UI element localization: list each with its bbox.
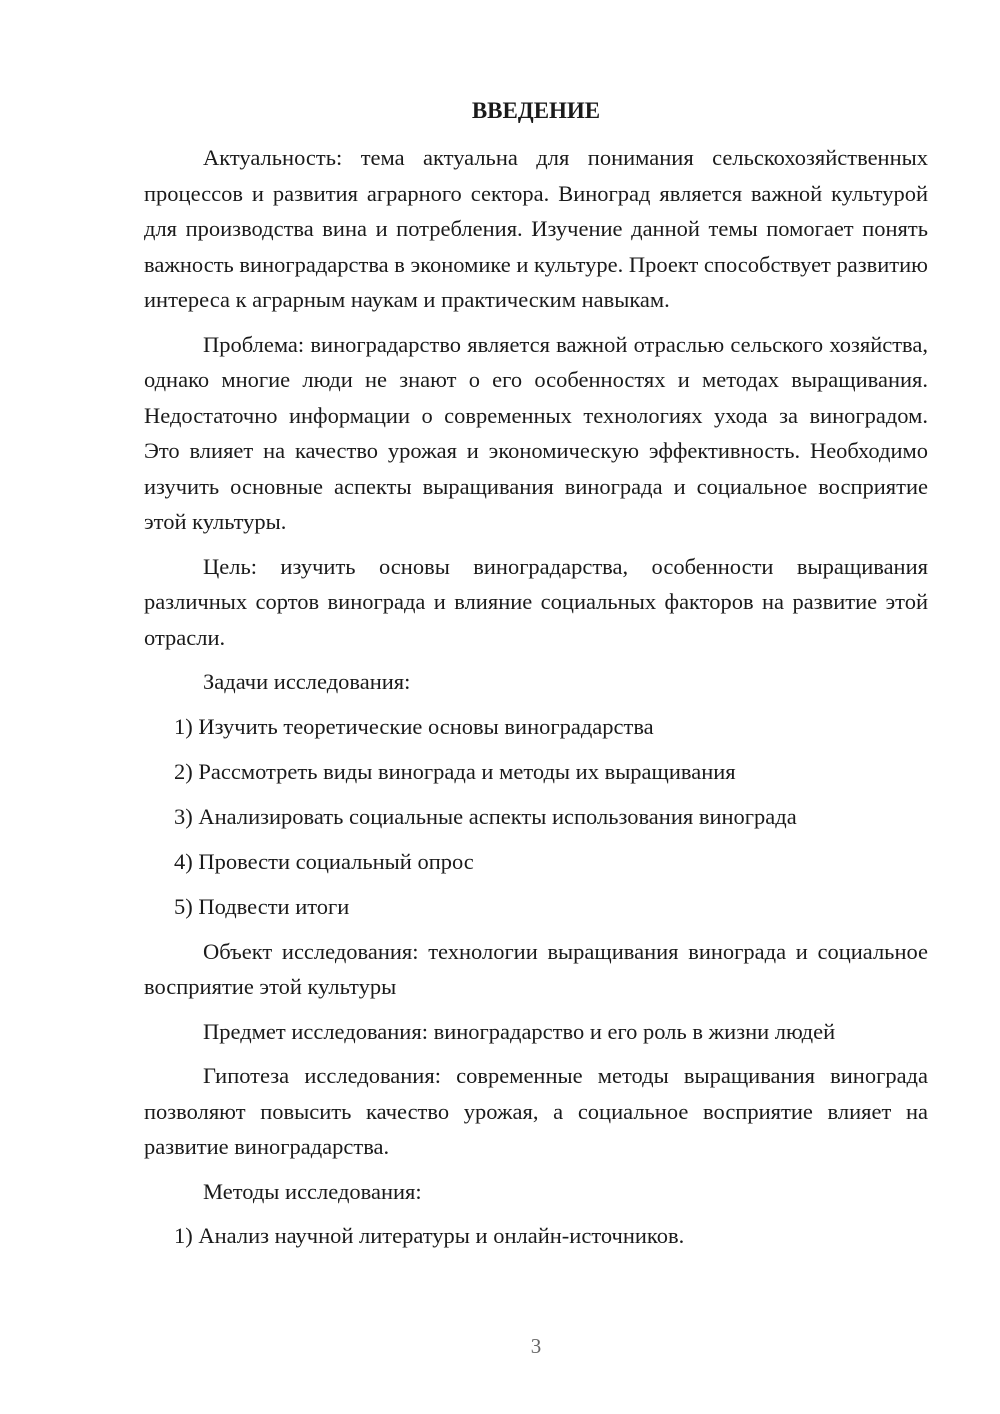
list-item: 5) Подвести итоги: [174, 893, 350, 919]
tasks-title: Задачи исследования:: [203, 669, 411, 694]
methods-list: [144, 1218, 928, 1254]
methods-title: Методы исследования:: [203, 1178, 422, 1204]
problem-paragraph: Проблема: виноградарство является важной отраслью сельского хозяйства, однако многие люди не знают о его особенностях и методах выращивания. Недостаточно информации о современных технологиях ухода за виноградом. Это влияет на качество урожая и экономическую эффективность. Необходимо изучить основные аспекты выращивания винограда и социальное восприятие этой культуры.: [144, 331, 928, 534]
list-item: 1) Анализ научной литературы и онлайн-источников.: [174, 1223, 685, 1248]
list-item: 1) Изучить теоретические основы виноградарства: [174, 713, 654, 739]
list-item: 4) Провести социальный опрос: [174, 848, 474, 874]
document-body: [144, 140, 928, 1263]
tasks-list: [144, 709, 928, 925]
subject-paragraph: Предмет исследования: виноградарство и его роль в жизни людей: [203, 1018, 836, 1044]
hypothesis-paragraph: Гипотеза исследования: современные методы выращивания винограда позволяют повысить качество урожая, а социальное восприятие влияет на развитие виноградарства.: [144, 1063, 928, 1159]
object-paragraph: Объект исследования: технологии выращивания винограда и социальное восприятие этой культуры: [144, 938, 928, 999]
section-heading: ВВЕДЕНИЕ: [471, 98, 601, 123]
relevance-paragraph: Актуальность: тема актуальна для понимания сельскохозяйственных процессов и развития аграрного сектора. Виноград является важной культурой для производства вина и потребления. Изучение данной темы помогает понять важность виноградарства в экономике и культуре. Проект способствует развитию интереса к аграрным наукам и практическим навыкам.: [144, 145, 928, 312]
goal-paragraph: Цель: изучить основы виноградарства, особенности выращивания различных сортов винограда и влияние социальных факторов на развитие этой отрасли.: [144, 553, 928, 650]
list-item: 2) Рассмотреть виды винограда и методы их выращивания: [174, 758, 736, 784]
page-number: 3: [530, 1334, 542, 1358]
list-item: 3) Анализировать социальные аспекты использования винограда: [174, 803, 797, 829]
